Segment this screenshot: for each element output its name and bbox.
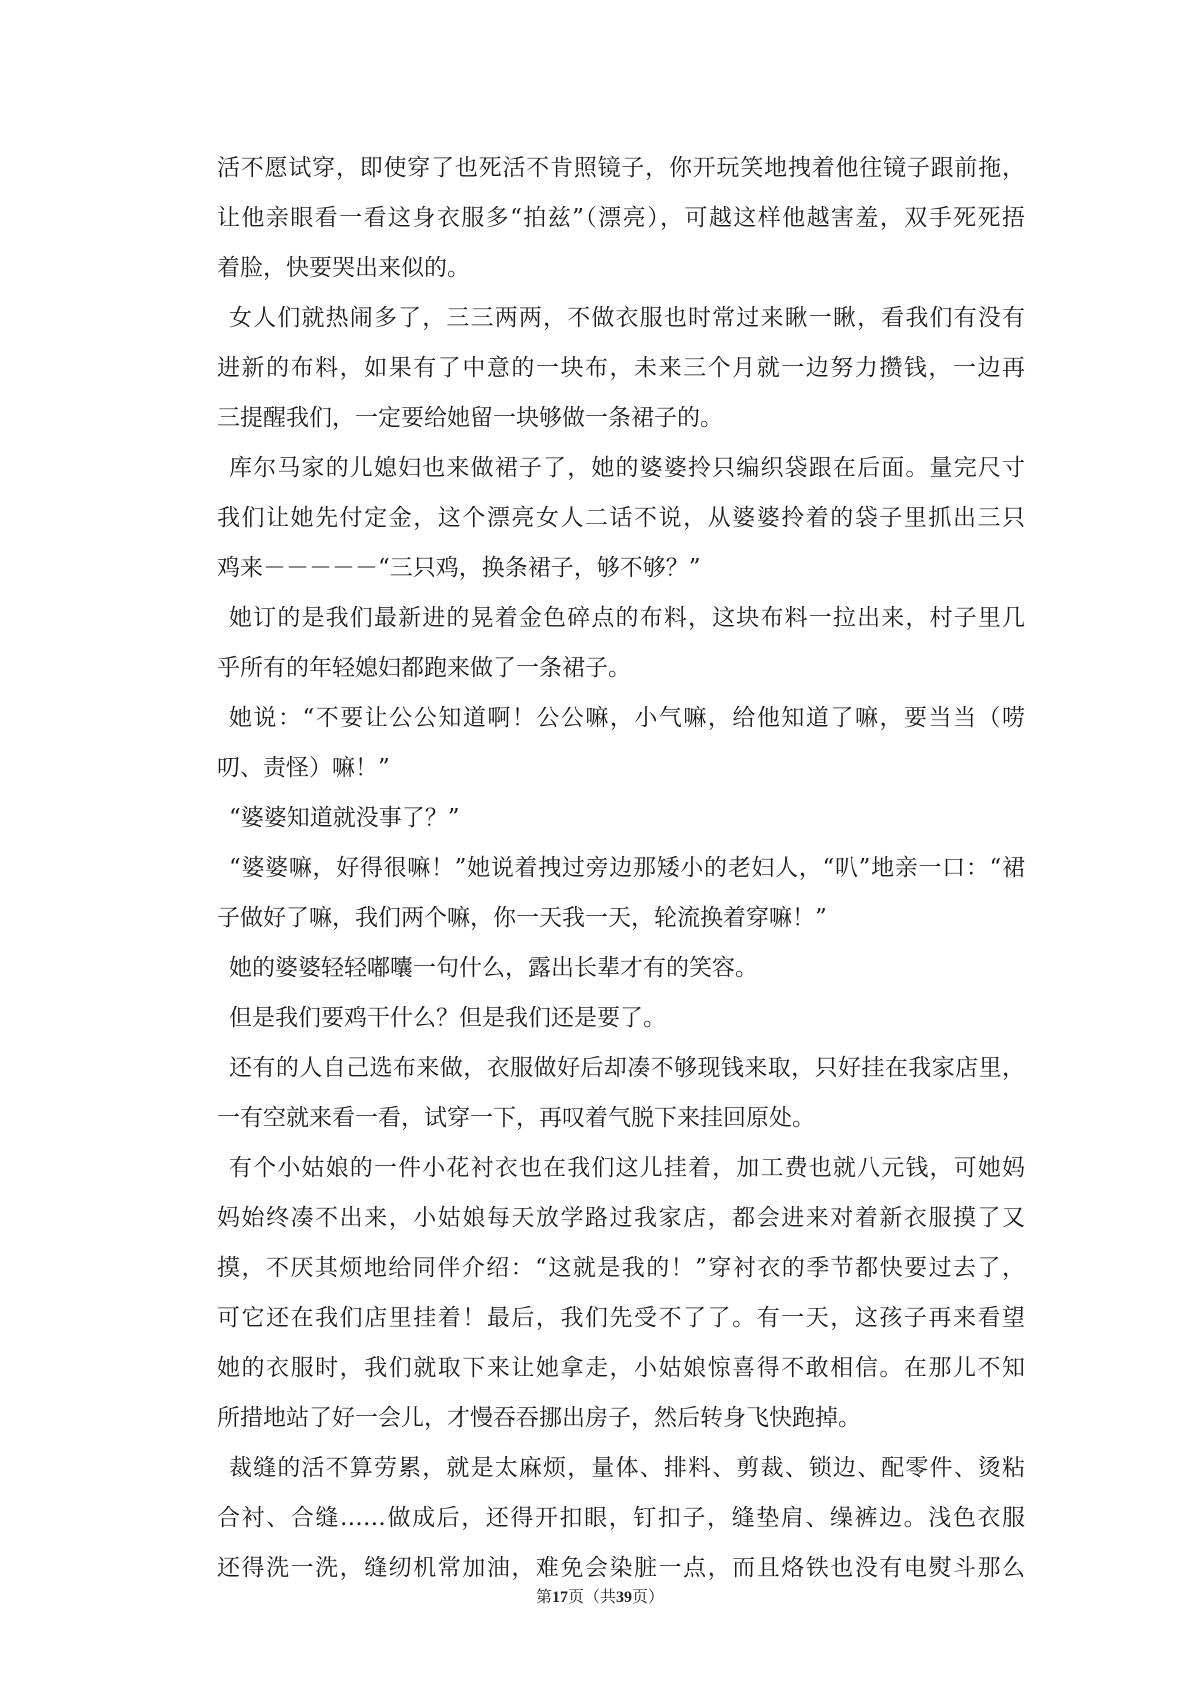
text-line: “婆婆嘛，好得很嘛！”她说着拽过旁边那矮小的老妇人，“叭”地亲一口：“裙 [229,855,1025,881]
text-line: 着脸，快要哭出来似的。 [217,255,470,281]
text-line: 还得洗一洗，缝纫机常加油，难免会染脏一点，而且烙铁也没有电熨斗那么 [217,1555,1025,1581]
text-line: 我们让她先付定金，这个漂亮女人二话不说，从婆婆拎着的袋子里抓出三只 [217,505,1025,531]
text-line: 库尔马家的儿媳妇也来做裙子了，她的婆婆拎只编织袋跟在后面。量完尺寸 [229,455,1025,481]
text-line: 但是我们要鸡干什么？但是我们还是要了。 [229,1005,666,1031]
text-line: 她订的是我们最新进的晃着金色碎点的布料，这块布料一拉出来，村子里几 [229,605,1025,631]
text-line: 三提醒我们，一定要给她留一块够做一条裙子的。 [217,405,723,431]
text-line: 让他亲眼看一看这身衣服多“拍兹”（漂亮），可越这样他越害羞，双手死死捂 [217,205,1025,231]
footer-prefix: 第 [535,1589,552,1606]
footer-total-pages: 39 [616,1589,632,1606]
text-line: 她的婆婆轻轻嘟囔一句什么，露出长辈才有的笑容。 [229,955,758,981]
text-line: 妈始终凑不出来，小姑娘每天放学路过我家店，都会进来对着新衣服摸了又 [217,1205,1025,1231]
text-line: 可它还在我们店里挂着！最后，我们先受不了了。有一天，这孩子再来看望 [217,1305,1025,1331]
footer-page-number: 17 [551,1589,568,1606]
text-line: 还有的人自己选布来做，衣服做好后却凑不够现钱来取，只好挂在我家店里， [229,1055,1025,1081]
text-line: “婆婆知道就没事了？” [229,805,460,831]
footer-middle: 页（共 [567,1589,616,1606]
footer-suffix: 页） [632,1589,665,1606]
text-line: 叨、责怪）嘛！” [217,755,390,781]
text-line: 进新的布料，如果有了中意的一块布，未来三个月就一边努力攒钱，一边再 [217,355,1025,381]
text-line: 乎所有的年轻媳妇都跑来做了一条裙子。 [217,655,631,681]
text-line: 一有空就来看一看，试穿一下，再叹着气脱下来挂回原处。 [217,1105,815,1131]
text-line: 她说：“不要让公公知道啊！公公嘛，小气嘛，给他知道了嘛，要当当（唠 [229,705,1025,731]
page-footer [0,1584,1200,1607]
text-line: 有个小姑娘的一件小花衬衣也在我们这儿挂着，加工费也就八元钱，可她妈 [229,1155,1025,1181]
text-line: 合衬、合缝……做成后，还得开扣眼，钉扣子，缝垫肩、缲裤边。浅色衣服 [217,1505,1025,1531]
text-line: 摸，不厌其烦地给同伴介绍：“这就是我的！”穿衬衣的季节都快要过去了， [217,1255,1025,1281]
text-line: 活不愿试穿，即使穿了也死活不肯照镜子，你开玩笑地拽着他往镜子跟前拖， [217,155,1025,181]
text-line: 她的衣服时，我们就取下来让她拿走，小姑娘惊喜得不敢相信。在那儿不知 [217,1355,1025,1381]
text-line: 女人们就热闹多了，三三两两，不做衣服也时常过来瞅一瞅，看我们有没有 [229,305,1025,331]
text-line: 所措地站了好一会儿，才慢吞吞挪出房子，然后转身飞快跑掉。 [217,1405,861,1431]
text-line: 子做好了嘛，我们两个嘛，你一天我一天，轮流换着穿嘛！” [217,905,827,931]
text-line: 鸡来－－－－－“三只鸡，换条裙子，够不够？” [217,555,701,581]
body-text [217,143,1025,1593]
text-line: 裁缝的活不算劳累，就是太麻烦，量体、排料、剪裁、锁边、配零件、烫粘 [229,1455,1025,1481]
